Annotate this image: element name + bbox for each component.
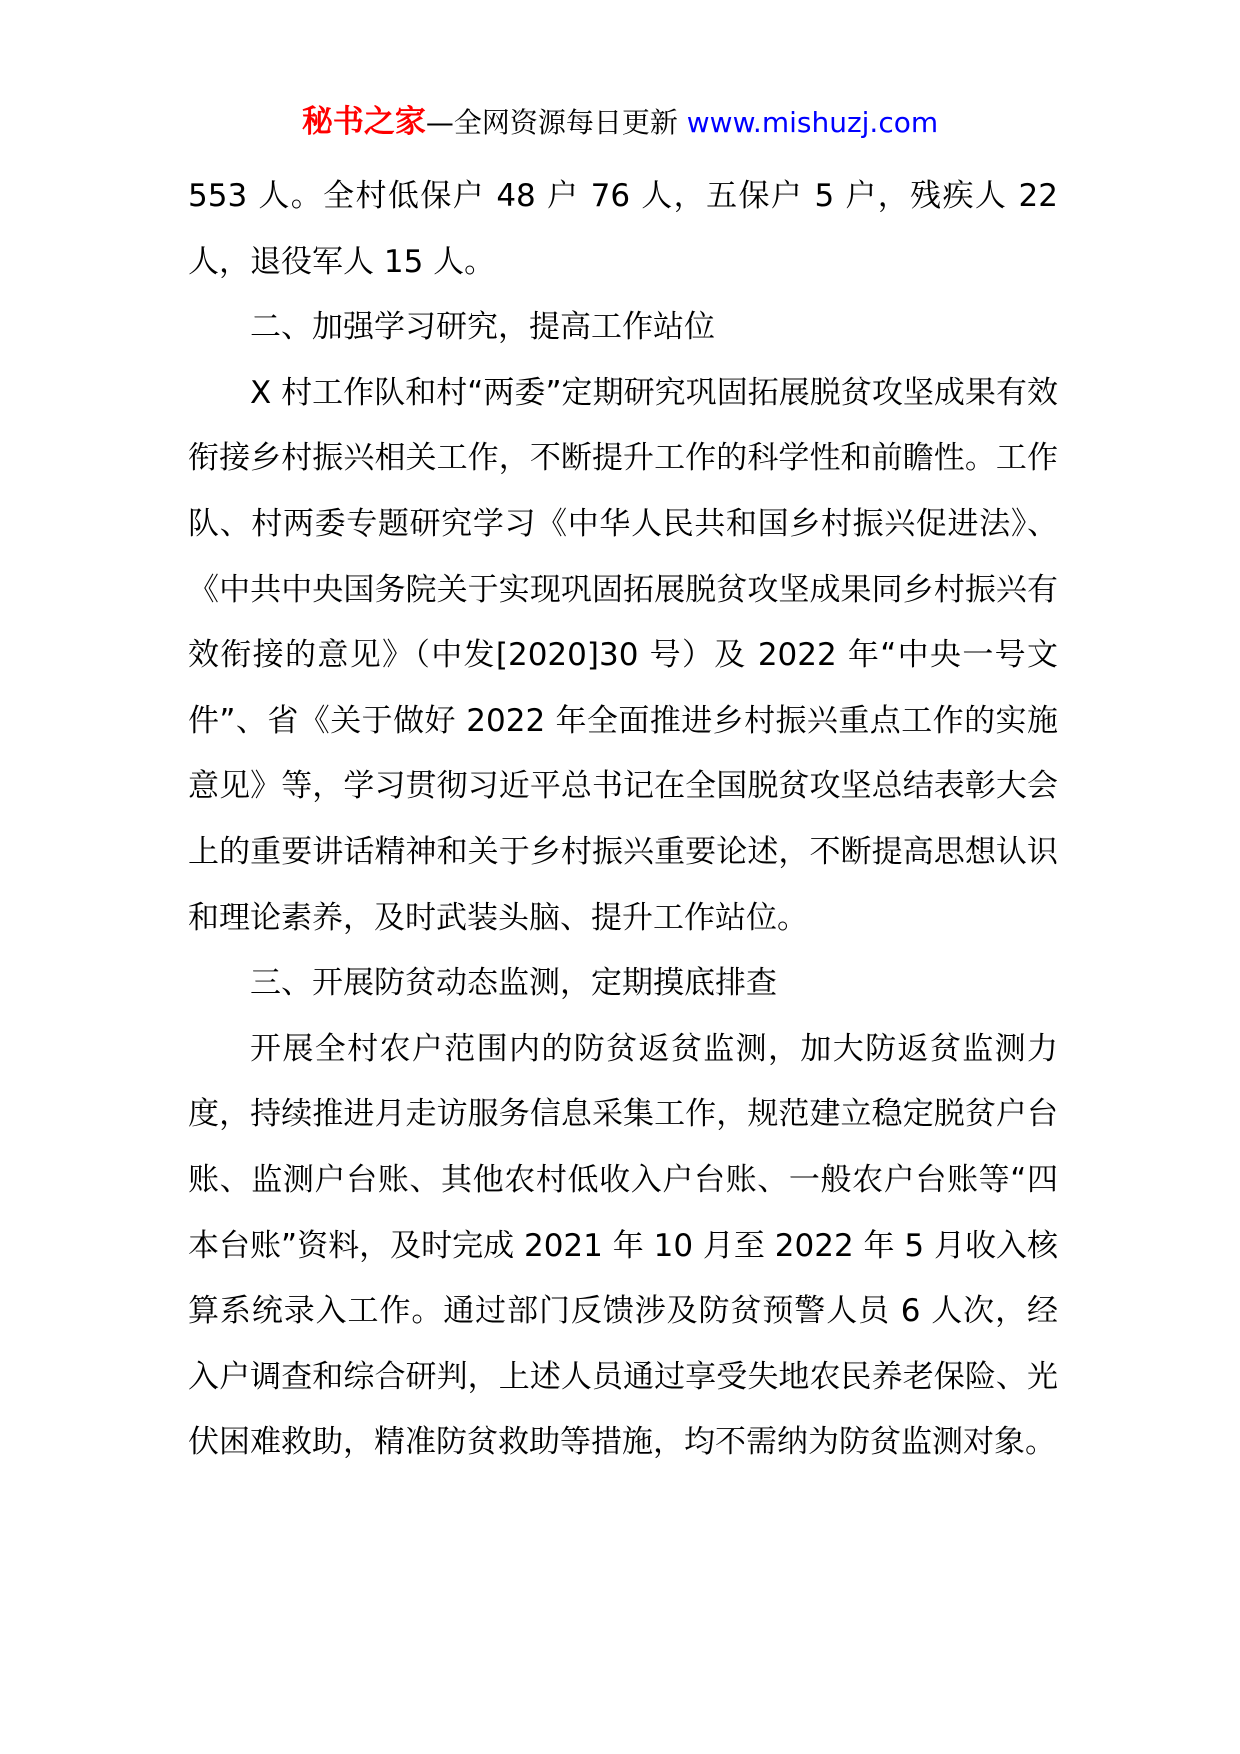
paragraph-study: X 村工作队和村“两委”定期研究巩固拓展脱贫攻坚成果有效衔接乡村振兴相关工作，不断提升工作的科学性和前瞻性。工作队、村两委专题研究学习《中华人民共和国乡村振兴促进法》、《中共中央国务院关于实现巩固拓展脱贫攻坚成果同乡村振兴有效衔接的意见》（中发[2020]30 号）及 2022 年“中央一号文件”、省《关于做好 2022 年全面推进乡村振兴重点工作的实施意见》等，学习贯彻习近平总书记在全国脱贫攻坚总结表彰大会上的重要讲话精神和关于乡村振兴重要论述，不断提高思想认识和理论素养，及时武装头脑、提升工作站位。 (188, 374, 1058, 936)
page-header (0, 102, 1240, 143)
section-heading-monitoring: 三、开展防贫动态监测，定期摸底排查 (250, 965, 777, 1002)
header-url-link[interactable]: www.mishuzj.com (686, 106, 939, 139)
header-tagline: —全网资源每日更新 (425, 106, 678, 139)
paragraph-monitoring: 开展全村农户范围内的防贫返贫监测，加大防返贫监测力度，持续推进月走访服务信息采集工作，规范建立稳定脱贫户台账、监测户台账、其他农村低收入户台账、一般农户台账等“四本台账”资料，及时完成 2021 年 10 月至 2022 年 5 月收入核算系统录入工作。通过部门反馈涉及防贫预警人员 6 人次，经入户调查和综合研判，上述人员通过享受失地农民养老保险、光伏困难救助，精准防贫救助等措施，均不需纳为防贫监测对象。 (188, 1030, 1058, 1461)
paragraph-population-continued: 553 人。全村低保户 48 户 76 人，五保户 5 户，残疾人 22 人，退役军人 15 人。 (188, 178, 1058, 280)
document-body (188, 164, 1058, 1476)
section-heading-study: 二、加强学习研究，提高工作站位 (250, 309, 715, 346)
brand-name: 秘书之家 (301, 104, 426, 140)
